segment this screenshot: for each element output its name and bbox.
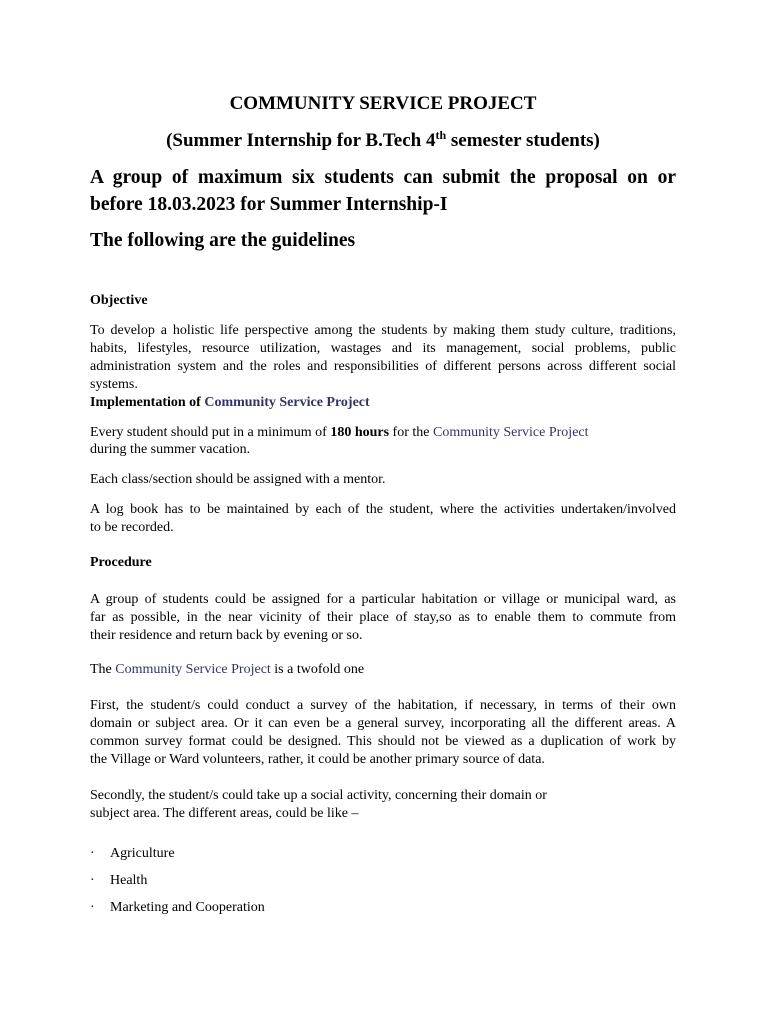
- objective-line-2: habits, lifestyles, resource utilization, wastages and its management, social problems, public: [90, 341, 676, 356]
- objective-line-4: systems.: [90, 377, 138, 392]
- implementation-heading: Implementation of Community Service Project: [90, 395, 370, 410]
- second-line-2: subject area. The different areas, could be like –: [90, 806, 359, 821]
- hours-line-1: Every student should put in a minimum of 180 hours for the Community Service Project: [90, 425, 589, 440]
- bullet-icon: ·: [90, 846, 95, 861]
- list-item: · Marketing and Cooperation: [90, 900, 265, 915]
- procedure-line-2: far as possible, in the near vicinity of their place of stay,so as to enable them to commute from: [90, 610, 676, 625]
- first-line-1: First, the student/s could conduct a survey of the habitation, if necessary, in terms of their own: [90, 698, 676, 713]
- procedure-heading: Procedure: [90, 555, 152, 570]
- bullet-icon: ·: [90, 900, 95, 915]
- first-line-2: domain or subject area. Or it can even be a general survey, incorporating all the different areas. A: [90, 716, 676, 731]
- first-line-4: the Village or Ward volunteers, rather, it could be another primary source of data.: [90, 752, 545, 767]
- procedure-line-1: A group of students could be assigned for a particular habitation or village or municipal ward, as: [90, 592, 676, 607]
- list-item: · Health: [90, 873, 148, 888]
- twofold-text: The Community Service Project is a twofold one: [90, 662, 365, 677]
- document-subtitle: (Summer Internship for B.Tech 4th semester students): [166, 128, 600, 151]
- list-item: · Agriculture: [90, 846, 175, 861]
- objective-heading: Objective: [90, 293, 148, 308]
- second-line-1: Secondly, the student/s could take up a social activity, concerning their domain or: [90, 788, 547, 803]
- guidelines-heading: The following are the guidelines: [90, 230, 356, 251]
- logbook-line-2: to be recorded.: [90, 520, 174, 535]
- objective-line-3: administration system and the roles and responsibilities of different persons across different social: [90, 359, 676, 374]
- mentor-text: Each class/section should be assigned with a mentor.: [90, 472, 386, 487]
- procedure-line-3: their residence and return back by evening or so.: [90, 628, 363, 643]
- first-line-3: common survey format could be designed. This should not be viewed as a duplication of work by: [90, 734, 676, 749]
- hours-line-2: during the summer vacation.: [90, 442, 251, 457]
- intro-line-1: A group of maximum six students can submit the proposal on or: [90, 167, 676, 188]
- document-title: COMMUNITY SERVICE PROJECT: [229, 93, 537, 114]
- intro-line-2: before 18.03.2023 for Summer Internship-I: [90, 194, 448, 215]
- bullet-icon: ·: [90, 873, 95, 888]
- logbook-line-1: A log book has to be maintained by each of the student, where the activities undertaken/involved: [90, 502, 676, 517]
- objective-line-1: To develop a holistic life perspective among the students by making them study culture, traditions,: [90, 323, 676, 338]
